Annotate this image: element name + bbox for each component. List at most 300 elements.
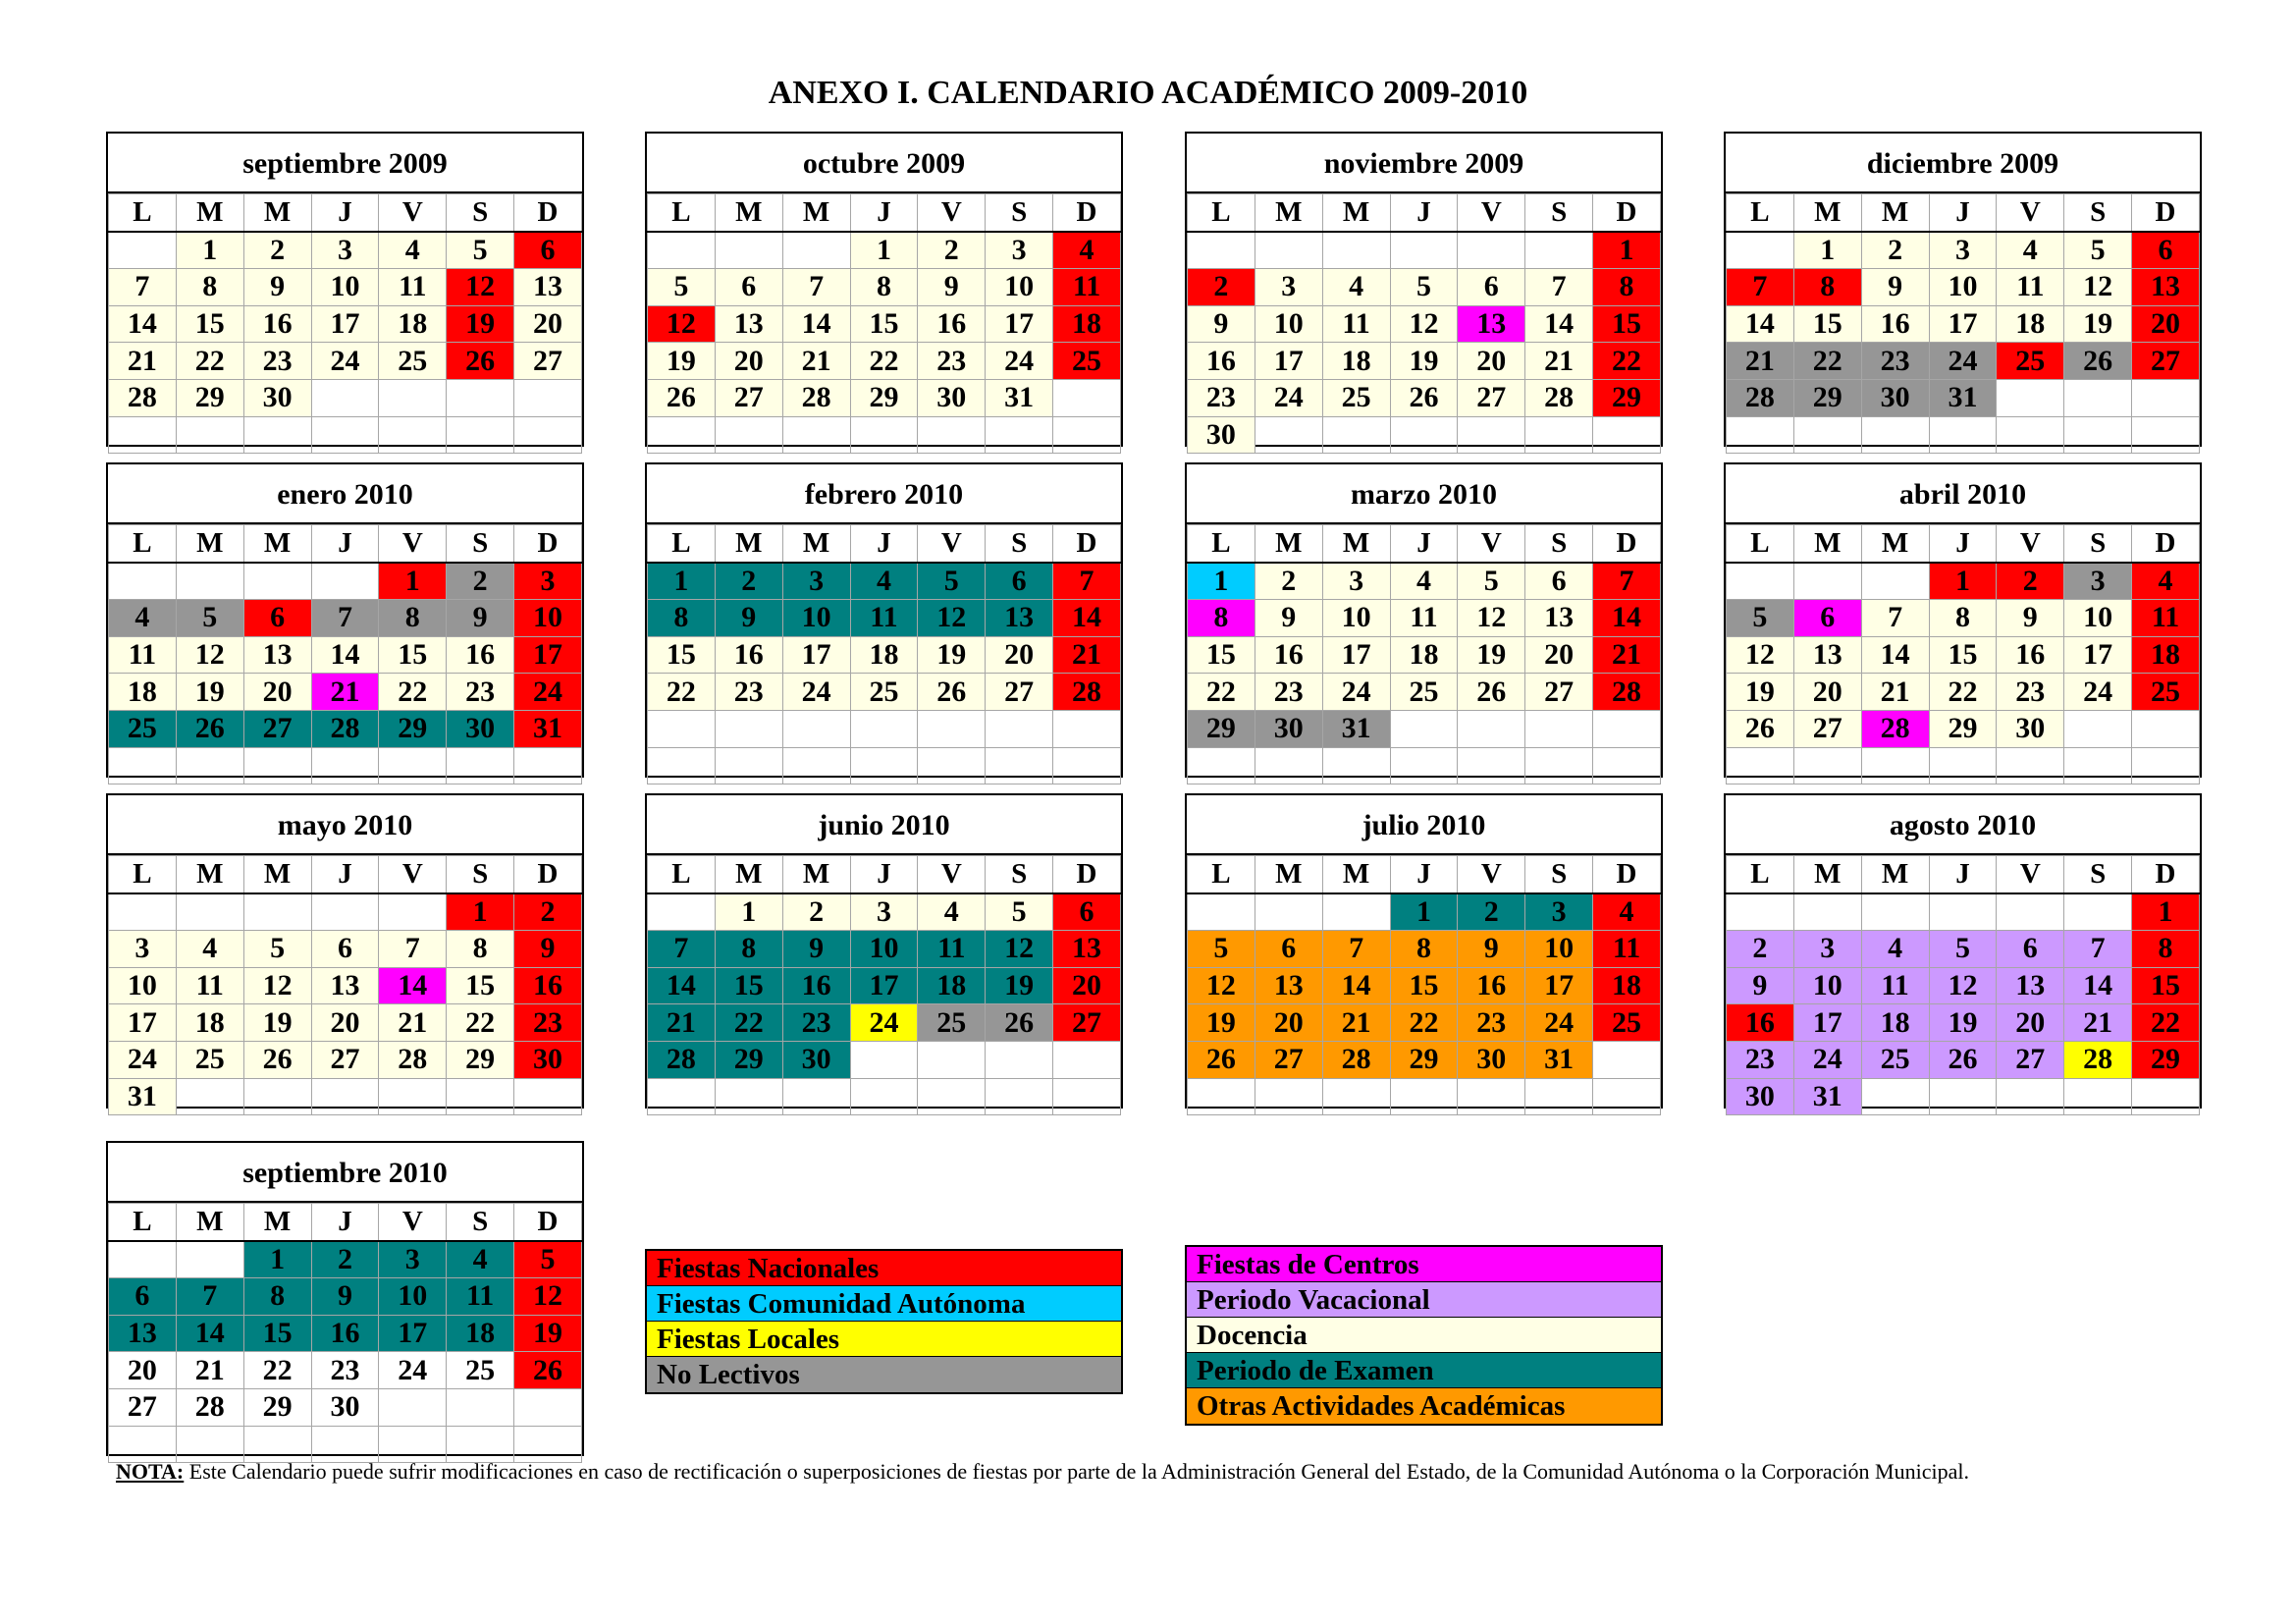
day-cell: 29: [243, 1388, 311, 1426]
day-cell: 20: [2132, 305, 2200, 343]
day-cell: 8: [1390, 931, 1458, 968]
day-cell: 12: [447, 269, 514, 306]
empty-cell: [850, 1041, 918, 1078]
empty-cell: [311, 379, 379, 416]
day-cell: 3: [311, 232, 379, 269]
day-cell: 9: [782, 931, 850, 968]
day-cell: 27: [1255, 1041, 1322, 1078]
week-row: [109, 600, 582, 637]
day-cell: 19: [1390, 343, 1458, 380]
note-text: Este Calendario puede sufrir modificaciones en caso de rectificación o superposiciones de fiestas por parte de la Administración General del Estado, de la Comunidad Autónoma o la Corporación Municipal.: [184, 1459, 1969, 1484]
day-cell: 1: [1793, 232, 1861, 269]
week-row: [1727, 674, 2200, 711]
day-cell: 30: [447, 710, 514, 747]
weekday-header: L: [648, 856, 716, 893]
empty-cell: [1727, 416, 1794, 454]
note-label: NOTA:: [116, 1459, 185, 1484]
day-cell: 16: [1458, 967, 1525, 1004]
day-cell: 5: [1929, 931, 1997, 968]
day-cell: 12: [2064, 269, 2132, 306]
day-cell: 11: [918, 931, 986, 968]
empty-cell: [986, 747, 1053, 784]
week-row: [648, 600, 1121, 637]
day-cell: 23: [782, 1004, 850, 1042]
week-row: [1188, 1041, 1661, 1078]
week-row: [109, 416, 582, 454]
week-row: [1188, 563, 1661, 600]
month-title: julio 2010: [1187, 795, 1661, 855]
day-cell: 8: [648, 600, 716, 637]
weekday-header: S: [2064, 194, 2132, 232]
weekday-header-row: [1188, 856, 1661, 893]
week-row: [109, 674, 582, 711]
day-cell: 14: [648, 967, 716, 1004]
day-cell: 4: [2132, 563, 2200, 600]
day-cell: 11: [1053, 269, 1121, 306]
month-title: septiembre 2010: [108, 1143, 582, 1203]
day-cell: 14: [1727, 305, 1794, 343]
day-cell: 23: [1255, 674, 1322, 711]
day-cell: 20: [715, 343, 782, 380]
day-cell: 31: [1322, 710, 1390, 747]
day-cell: 19: [648, 343, 716, 380]
day-cell: 5: [648, 269, 716, 306]
empty-cell: [109, 416, 177, 454]
empty-cell: [850, 747, 918, 784]
day-cell: 2: [1188, 269, 1255, 306]
week-row: [1188, 710, 1661, 747]
day-cell: 23: [514, 1004, 582, 1042]
day-cell: 27: [1458, 379, 1525, 416]
day-cell: 11: [1861, 967, 1929, 1004]
empty-cell: [1255, 416, 1322, 454]
day-cell: 8: [1593, 269, 1661, 306]
weekday-header: J: [850, 194, 918, 232]
week-row: [1727, 747, 2200, 784]
week-row: [109, 563, 582, 600]
day-cell: 4: [1053, 232, 1121, 269]
weekday-header: D: [1593, 856, 1661, 893]
day-cell: 2: [311, 1241, 379, 1278]
week-row: [1188, 674, 1661, 711]
empty-cell: [648, 710, 716, 747]
day-cell: 9: [1727, 967, 1794, 1004]
day-cell: 14: [2064, 967, 2132, 1004]
weekday-header: M: [715, 525, 782, 563]
week-row: [109, 931, 582, 968]
day-cell: 10: [1255, 305, 1322, 343]
month-calendar: [106, 793, 584, 1112]
weekday-header: J: [1390, 194, 1458, 232]
day-cell: 9: [715, 600, 782, 637]
week-row: [109, 1352, 582, 1389]
empty-cell: [514, 1388, 582, 1426]
day-cell: 22: [379, 674, 447, 711]
day-cell: 9: [1997, 600, 2064, 637]
weekday-header: S: [447, 194, 514, 232]
day-cell: 4: [176, 931, 243, 968]
day-cell: 31: [514, 710, 582, 747]
week-row: [109, 1388, 582, 1426]
day-cell: 30: [311, 1388, 379, 1426]
day-cell: 9: [1255, 600, 1322, 637]
day-cell: 17: [1525, 967, 1593, 1004]
day-cell: 11: [850, 600, 918, 637]
day-cell: 12: [243, 967, 311, 1004]
week-row: [1727, 600, 2200, 637]
empty-cell: [1525, 232, 1593, 269]
empty-cell: [514, 416, 582, 454]
empty-cell: [176, 747, 243, 784]
day-cell: 27: [1525, 674, 1593, 711]
empty-cell: [782, 710, 850, 747]
weekday-header: M: [1322, 525, 1390, 563]
day-cell: 23: [243, 343, 311, 380]
day-cell: 3: [1793, 931, 1861, 968]
empty-cell: [1053, 416, 1121, 454]
day-cell: 27: [1997, 1041, 2064, 1078]
week-row: [109, 232, 582, 269]
day-cell: 10: [311, 269, 379, 306]
empty-cell: [1727, 232, 1794, 269]
day-cell: 3: [986, 232, 1053, 269]
empty-cell: [782, 1078, 850, 1115]
day-cell: 18: [850, 636, 918, 674]
empty-cell: [176, 1078, 243, 1115]
day-cell: 2: [1458, 893, 1525, 931]
day-cell: 5: [243, 931, 311, 968]
weekday-header: M: [1322, 194, 1390, 232]
day-cell: 3: [1525, 893, 1593, 931]
day-cell: 17: [514, 636, 582, 674]
empty-cell: [379, 893, 447, 931]
empty-cell: [447, 1078, 514, 1115]
weekday-header: M: [176, 194, 243, 232]
week-row: [1727, 1004, 2200, 1042]
month-title: diciembre 2009: [1726, 134, 2200, 193]
day-cell: 11: [1322, 305, 1390, 343]
weekday-header: L: [109, 525, 177, 563]
empty-cell: [986, 1078, 1053, 1115]
day-cell: 6: [109, 1278, 177, 1316]
empty-cell: [447, 1426, 514, 1463]
empty-cell: [918, 1078, 986, 1115]
day-cell: 28: [1322, 1041, 1390, 1078]
weekday-header: J: [1929, 194, 1997, 232]
day-cell: 2: [918, 232, 986, 269]
day-cell: 14: [1053, 600, 1121, 637]
day-cell: 21: [311, 674, 379, 711]
weekday-header: J: [1390, 856, 1458, 893]
weekday-header: S: [986, 856, 1053, 893]
weekday-header: V: [918, 525, 986, 563]
day-cell: 5: [1188, 931, 1255, 968]
empty-cell: [986, 1041, 1053, 1078]
empty-cell: [1593, 710, 1661, 747]
day-cell: 31: [109, 1078, 177, 1115]
day-cell: 10: [109, 967, 177, 1004]
day-cell: 14: [109, 305, 177, 343]
empty-cell: [311, 1426, 379, 1463]
day-cell: 15: [1929, 636, 1997, 674]
day-cell: 14: [311, 636, 379, 674]
legend-item: Fiestas Nacionales: [647, 1251, 1121, 1286]
week-row: [648, 674, 1121, 711]
day-cell: 18: [109, 674, 177, 711]
day-cell: 21: [1525, 343, 1593, 380]
month-calendar: [1185, 462, 1663, 778]
day-cell: 1: [243, 1241, 311, 1278]
empty-cell: [918, 747, 986, 784]
week-row: [1727, 379, 2200, 416]
day-cell: 12: [514, 1278, 582, 1316]
month-calendar: [106, 462, 584, 778]
month-table: [108, 524, 582, 784]
empty-cell: [1188, 232, 1255, 269]
week-row: [109, 1004, 582, 1042]
weekday-header: M: [1793, 525, 1861, 563]
day-cell: 26: [243, 1041, 311, 1078]
day-cell: 29: [1390, 1041, 1458, 1078]
day-cell: 21: [1727, 343, 1794, 380]
day-cell: 6: [1997, 931, 2064, 968]
month-title: febrero 2010: [647, 464, 1121, 524]
day-cell: 5: [918, 563, 986, 600]
empty-cell: [109, 747, 177, 784]
empty-cell: [109, 893, 177, 931]
day-cell: 18: [379, 305, 447, 343]
day-cell: 25: [379, 343, 447, 380]
weekday-header: S: [2064, 856, 2132, 893]
day-cell: 3: [1929, 232, 1997, 269]
weekday-header-row: [109, 525, 582, 563]
day-cell: 30: [1255, 710, 1322, 747]
weekday-header: M: [243, 525, 311, 563]
empty-cell: [1861, 563, 1929, 600]
day-cell: 31: [1793, 1078, 1861, 1115]
weekday-header: J: [850, 856, 918, 893]
day-cell: 24: [782, 674, 850, 711]
day-cell: 8: [1188, 600, 1255, 637]
day-cell: 28: [1861, 710, 1929, 747]
empty-cell: [379, 416, 447, 454]
empty-cell: [176, 1426, 243, 1463]
month-title: agosto 2010: [1726, 795, 2200, 855]
day-cell: 24: [1793, 1041, 1861, 1078]
week-row: [648, 232, 1121, 269]
day-cell: 30: [918, 379, 986, 416]
day-cell: 14: [1861, 636, 1929, 674]
day-cell: 28: [176, 1388, 243, 1426]
legend-item: Periodo Vacacional: [1187, 1282, 1661, 1318]
day-cell: 6: [311, 931, 379, 968]
empty-cell: [447, 379, 514, 416]
empty-cell: [648, 232, 716, 269]
day-cell: 29: [1593, 379, 1661, 416]
day-cell: 16: [311, 1315, 379, 1352]
day-cell: 17: [986, 305, 1053, 343]
day-cell: 22: [2132, 1004, 2200, 1042]
day-cell: 7: [1593, 563, 1661, 600]
day-cell: 28: [2064, 1041, 2132, 1078]
week-row: [109, 1278, 582, 1316]
empty-cell: [1390, 710, 1458, 747]
day-cell: 3: [109, 931, 177, 968]
week-row: [1727, 893, 2200, 931]
day-cell: 15: [850, 305, 918, 343]
day-cell: 28: [109, 379, 177, 416]
day-cell: 6: [1793, 600, 1861, 637]
week-row: [1188, 232, 1661, 269]
empty-cell: [1793, 893, 1861, 931]
weekday-header: V: [1458, 525, 1525, 563]
day-cell: 25: [447, 1352, 514, 1389]
weekday-header: L: [1188, 856, 1255, 893]
day-cell: 14: [379, 967, 447, 1004]
day-cell: 21: [2064, 1004, 2132, 1042]
day-cell: 18: [447, 1315, 514, 1352]
day-cell: 10: [1525, 931, 1593, 968]
day-cell: 30: [1861, 379, 1929, 416]
empty-cell: [1793, 747, 1861, 784]
weekday-header: D: [1053, 856, 1121, 893]
day-cell: 27: [514, 343, 582, 380]
day-cell: 9: [311, 1278, 379, 1316]
day-cell: 17: [1929, 305, 1997, 343]
day-cell: 25: [1322, 379, 1390, 416]
weekday-header: V: [379, 525, 447, 563]
day-cell: 8: [176, 269, 243, 306]
week-row: [109, 1078, 582, 1115]
day-cell: 21: [1322, 1004, 1390, 1042]
day-cell: 31: [986, 379, 1053, 416]
empty-cell: [1188, 1078, 1255, 1115]
weekday-header: V: [379, 856, 447, 893]
empty-cell: [176, 416, 243, 454]
weekday-header: D: [514, 1204, 582, 1241]
weekday-header-row: [109, 856, 582, 893]
day-cell: 19: [1727, 674, 1794, 711]
day-cell: 25: [850, 674, 918, 711]
week-row: [109, 343, 582, 380]
day-cell: 16: [243, 305, 311, 343]
footnote: [116, 1459, 1969, 1485]
week-row: [1727, 343, 2200, 380]
week-row: [1188, 1078, 1661, 1115]
day-cell: 15: [715, 967, 782, 1004]
day-cell: 13: [1525, 600, 1593, 637]
empty-cell: [782, 232, 850, 269]
day-cell: 25: [918, 1004, 986, 1042]
day-cell: 28: [1525, 379, 1593, 416]
day-cell: 24: [311, 343, 379, 380]
weekday-header: V: [1997, 525, 2064, 563]
day-cell: 20: [1255, 1004, 1322, 1042]
day-cell: 15: [243, 1315, 311, 1352]
week-row: [1188, 416, 1661, 454]
week-row: [1727, 1078, 2200, 1115]
day-cell: 7: [109, 269, 177, 306]
day-cell: 17: [379, 1315, 447, 1352]
week-row: [1188, 600, 1661, 637]
day-cell: 15: [1390, 967, 1458, 1004]
day-cell: 12: [1727, 636, 1794, 674]
day-cell: 26: [918, 674, 986, 711]
day-cell: 9: [243, 269, 311, 306]
day-cell: 23: [447, 674, 514, 711]
empty-cell: [109, 232, 177, 269]
day-cell: 13: [715, 305, 782, 343]
day-cell: 2: [514, 893, 582, 931]
day-cell: 24: [514, 674, 582, 711]
empty-cell: [1322, 232, 1390, 269]
empty-cell: [715, 710, 782, 747]
week-row: [648, 416, 1121, 454]
day-cell: 27: [1793, 710, 1861, 747]
day-cell: 7: [1861, 600, 1929, 637]
day-cell: 30: [1458, 1041, 1525, 1078]
day-cell: 24: [1525, 1004, 1593, 1042]
day-cell: 26: [986, 1004, 1053, 1042]
day-cell: 13: [109, 1315, 177, 1352]
day-cell: 6: [715, 269, 782, 306]
legend-holidays: [645, 1249, 1123, 1394]
empty-cell: [447, 1388, 514, 1426]
empty-cell: [1322, 893, 1390, 931]
empty-cell: [1458, 1078, 1525, 1115]
weekday-header: L: [648, 525, 716, 563]
week-row: [1188, 893, 1661, 931]
day-cell: 16: [1255, 636, 1322, 674]
empty-cell: [850, 1078, 918, 1115]
day-cell: 15: [447, 967, 514, 1004]
weekday-header: M: [1255, 525, 1322, 563]
day-cell: 2: [447, 563, 514, 600]
day-cell: 18: [1322, 343, 1390, 380]
week-row: [648, 1041, 1121, 1078]
empty-cell: [2132, 416, 2200, 454]
month-table: [1726, 193, 2200, 454]
empty-cell: [782, 747, 850, 784]
empty-cell: [1861, 1078, 1929, 1115]
week-row: [648, 1078, 1121, 1115]
day-cell: 29: [176, 379, 243, 416]
day-cell: 18: [1390, 636, 1458, 674]
weekday-header: J: [311, 194, 379, 232]
empty-cell: [648, 893, 716, 931]
day-cell: 17: [782, 636, 850, 674]
day-cell: 1: [2132, 893, 2200, 931]
day-cell: 20: [1525, 636, 1593, 674]
day-cell: 21: [379, 1004, 447, 1042]
day-cell: 1: [648, 563, 716, 600]
day-cell: 14: [782, 305, 850, 343]
weekday-header: S: [1525, 525, 1593, 563]
empty-cell: [715, 747, 782, 784]
weekday-header-row: [648, 194, 1121, 232]
weekday-header: L: [1188, 194, 1255, 232]
empty-cell: [311, 1078, 379, 1115]
week-row: [109, 747, 582, 784]
weekday-header: V: [1458, 856, 1525, 893]
day-cell: 16: [918, 305, 986, 343]
day-cell: 8: [715, 931, 782, 968]
weekday-header: S: [1525, 194, 1593, 232]
day-cell: 7: [379, 931, 447, 968]
day-cell: 8: [379, 600, 447, 637]
weekday-header: L: [109, 856, 177, 893]
day-cell: 20: [109, 1352, 177, 1389]
